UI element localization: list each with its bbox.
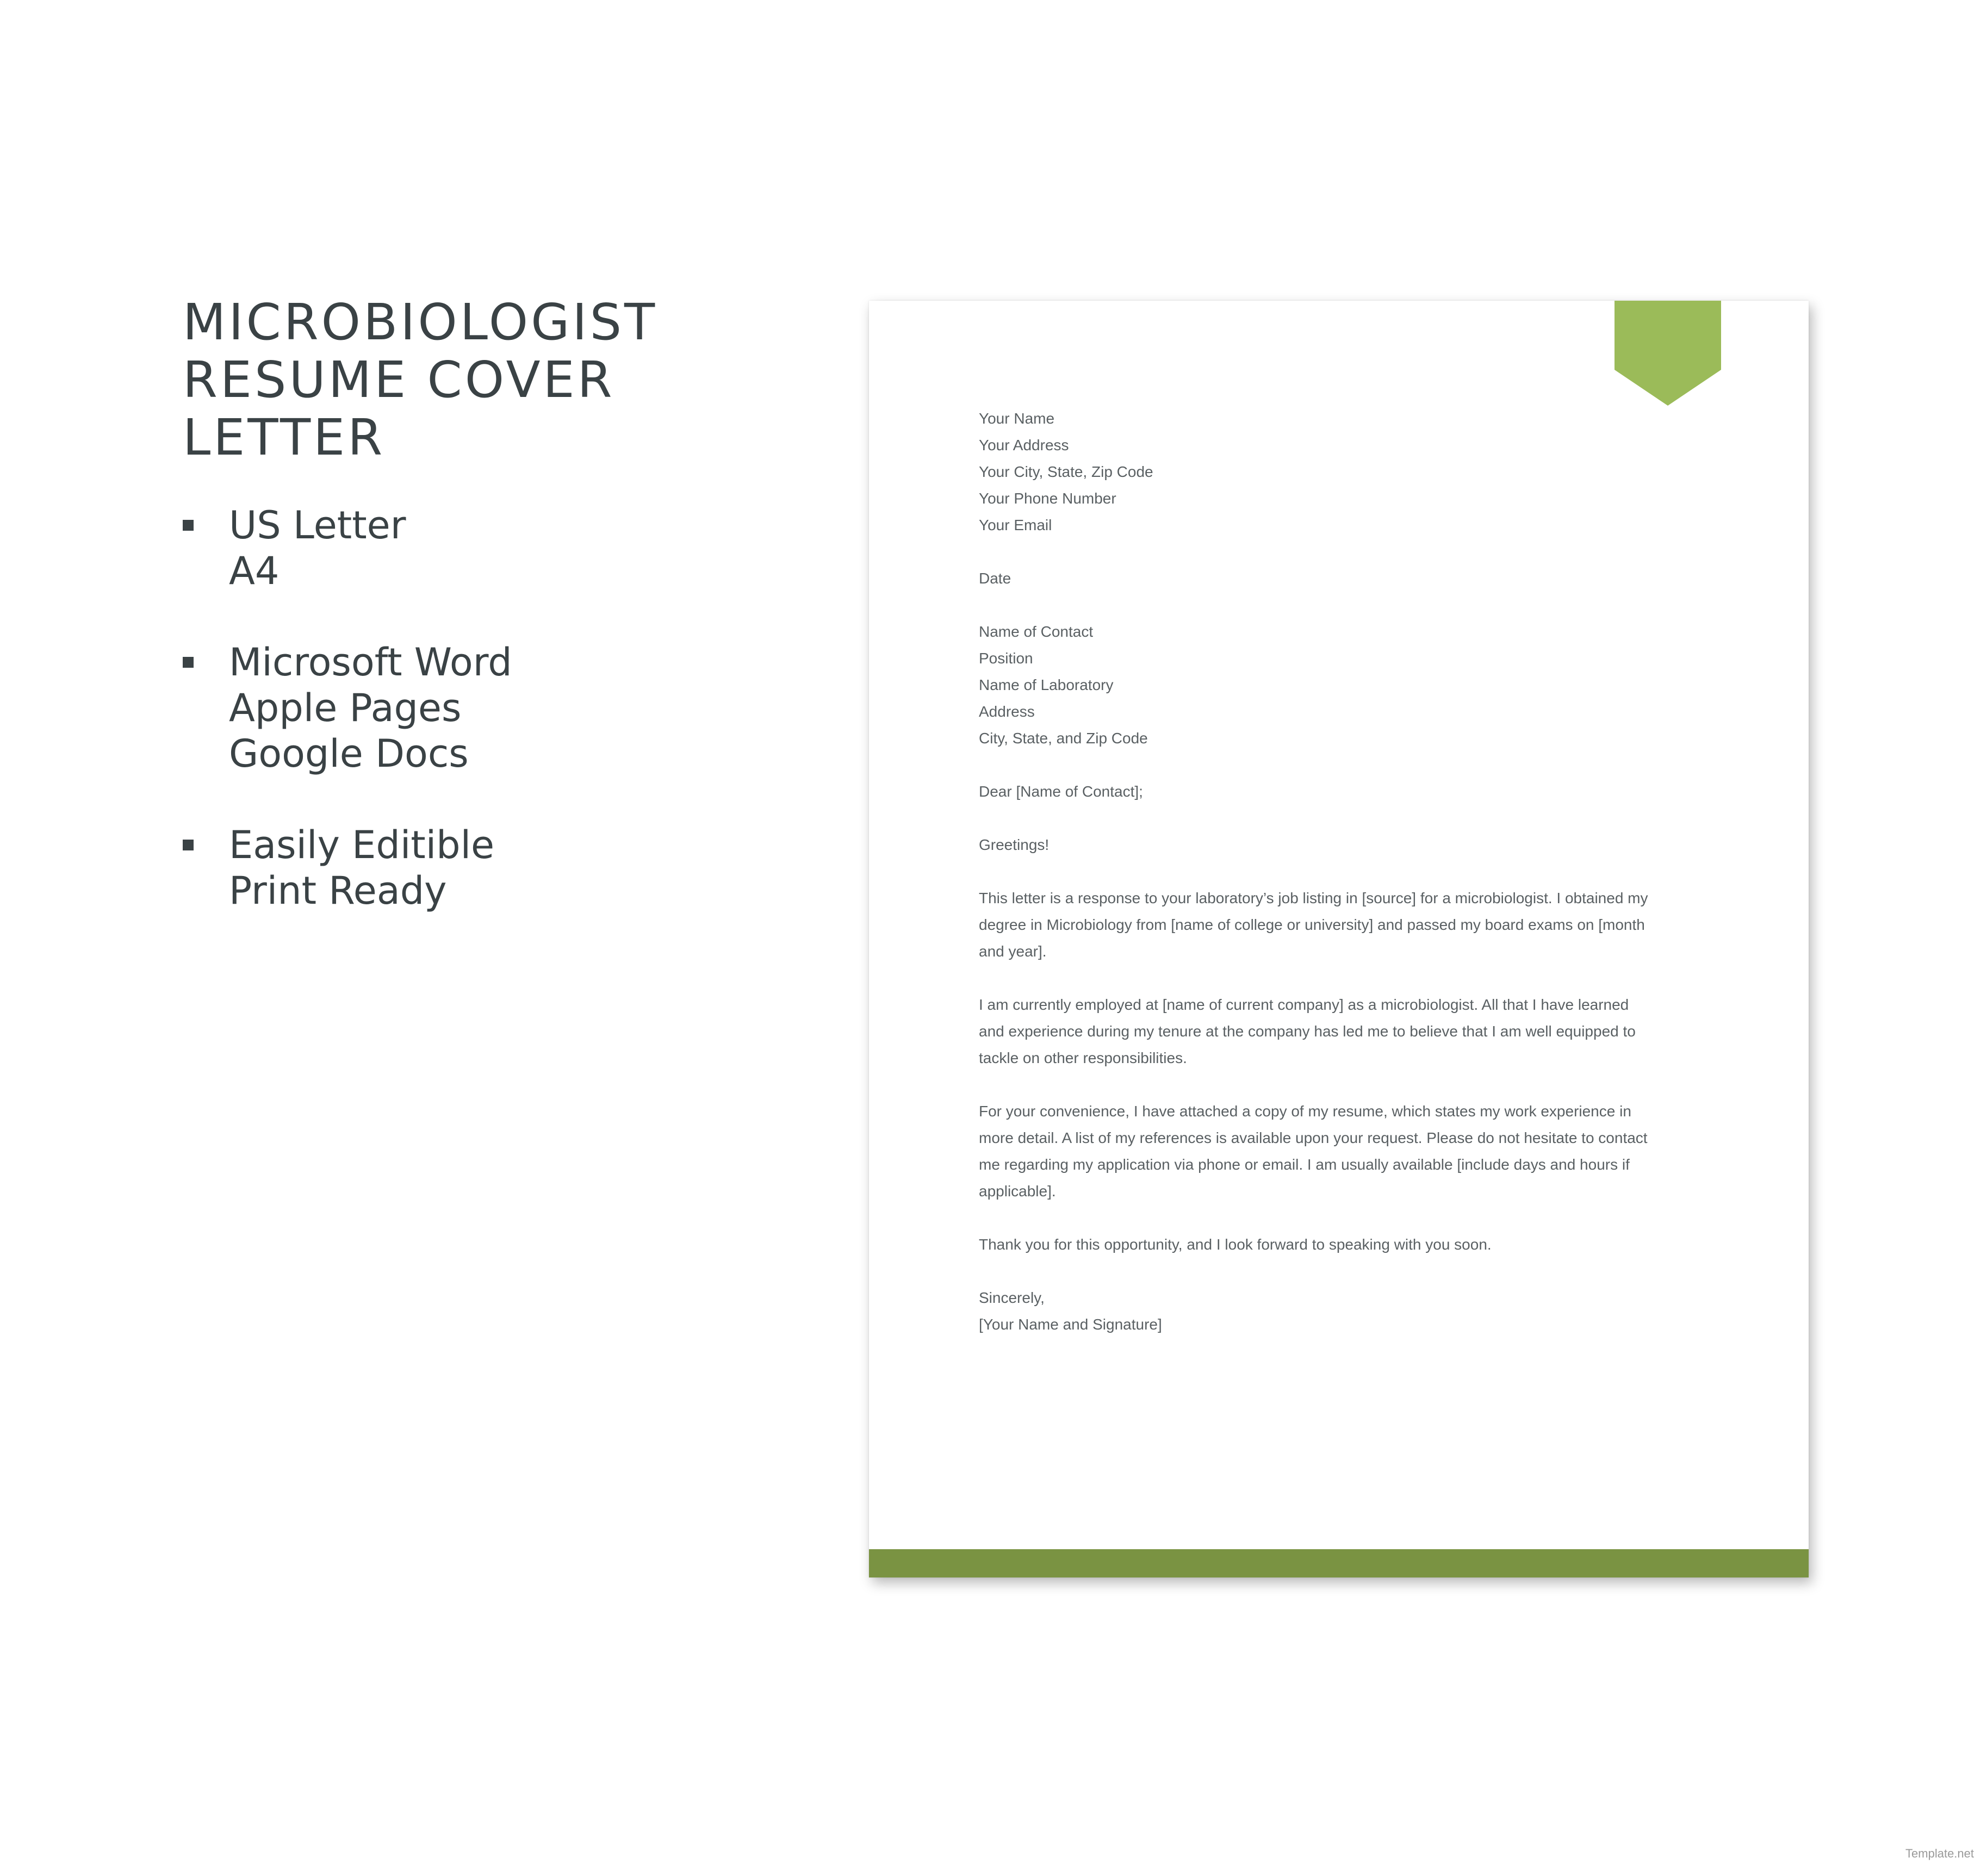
letter-body — [979, 405, 1697, 1364]
feature-text: A4 — [229, 549, 280, 593]
bookmark-ribbon-icon — [1615, 301, 1721, 406]
recipient-name: Name of Contact — [979, 623, 1094, 640]
paragraph-line: me regarding my application via phone or email. I am usually available [include days and hours if — [979, 1156, 1630, 1173]
closing-block — [979, 1284, 1697, 1338]
recipient-laboratory: Name of Laboratory — [979, 676, 1114, 693]
body-paragraph-2 — [979, 991, 1697, 1071]
sender-phone: Your Phone Number — [979, 490, 1116, 507]
recipient-position: Position — [979, 650, 1033, 667]
body-paragraph-1 — [979, 885, 1697, 965]
sender-city: Your City, State, Zip Code — [979, 463, 1153, 480]
recipient-address: Address — [979, 703, 1035, 720]
paragraph-line: I am currently employed at [name of current company] as a microbiologist. All that I have learned — [979, 996, 1629, 1013]
product-info — [183, 293, 835, 913]
square-bullet-icon — [183, 520, 194, 531]
paragraph-line: more detail. A list of my references is available upon your request. Please do not hesitate to contact — [979, 1129, 1648, 1146]
body-paragraph-3 — [979, 1098, 1697, 1204]
feature-text: Print Ready — [229, 868, 447, 913]
recipient-block — [979, 618, 1697, 751]
letter-page-preview — [869, 301, 1809, 1577]
letter-date: Date — [979, 570, 1011, 587]
feature-text: Apple Pages — [229, 686, 462, 730]
sender-name: Your Name — [979, 410, 1055, 427]
feature-item-qualities — [183, 822, 512, 914]
paragraph-line: This letter is a response to your laboratory’s job listing in [source] for a microbiologist. I obtained my — [979, 890, 1648, 906]
paragraph-line: and year]. — [979, 943, 1047, 960]
paragraph-line: tackle on other responsibilities. — [979, 1049, 1187, 1066]
product-title — [183, 294, 835, 467]
feature-text: Easily Editible — [229, 823, 495, 867]
product-title-line-2: RESUME COVER LETTER — [183, 351, 615, 467]
greeting: Greetings! — [979, 836, 1050, 853]
product-title-line-1: MICROBIOLOGIST — [183, 293, 658, 351]
recipient-city: City, State, and Zip Code — [979, 730, 1148, 747]
sender-address: Your Address — [979, 437, 1069, 454]
square-bullet-icon — [183, 657, 194, 668]
paragraph-line: degree in Microbiology from [name of college or university] and passed my board exams on [month — [979, 916, 1645, 933]
feature-item-paper-sizes — [183, 502, 512, 594]
square-bullet-icon — [183, 840, 194, 850]
feature-text: Microsoft Word — [229, 640, 512, 685]
page-footer-bar — [869, 1549, 1809, 1577]
paragraph-line: and experience during my tenure at the company has led me to believe that I am well equipped to — [979, 1023, 1636, 1040]
sender-block — [979, 405, 1697, 538]
feature-list — [183, 502, 512, 959]
paragraph-line: applicable]. — [979, 1183, 1056, 1200]
feature-text: Google Docs — [229, 731, 469, 776]
body-paragraph-4: Thank you for this opportunity, and I look forward to speaking with you soon. — [979, 1236, 1492, 1253]
signature-placeholder: [Your Name and Signature] — [979, 1316, 1162, 1333]
feature-item-apps — [183, 639, 512, 777]
salutation: Dear [Name of Contact]; — [979, 783, 1143, 800]
sender-email: Your Email — [979, 517, 1052, 533]
paragraph-line: For your convenience, I have attached a copy of my resume, which states my work experience in — [979, 1103, 1631, 1120]
feature-text: US Letter — [229, 503, 406, 548]
closing: Sincerely, — [979, 1289, 1045, 1306]
watermark: Template.net — [1905, 1847, 1974, 1860]
